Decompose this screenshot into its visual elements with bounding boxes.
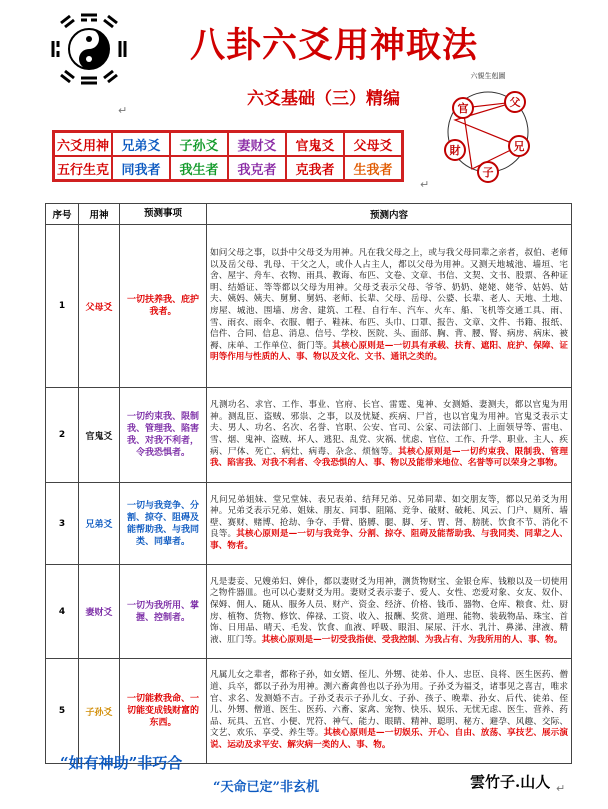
row-item: 一切能救我命、一切能变成钱财富的东西。 — [126, 694, 199, 728]
table-header-row — [46, 204, 572, 225]
row-shen: 官鬼爻 — [79, 388, 120, 483]
row-shen: 父母爻 — [79, 225, 120, 388]
return-mark: ↵ — [118, 104, 128, 117]
return-mark: ↵ — [420, 178, 430, 191]
core-principle: 其核心原则是—一切具有承载、扶育、遮阳、庇护、保障、证明等作用与性质的人、事、物以及文化、文书、通讯之类的。 — [210, 340, 568, 363]
row-no: 3 — [46, 483, 79, 565]
table-row — [46, 659, 572, 764]
six-relations-wheel — [428, 68, 548, 188]
legend-cell: 我生者 — [170, 156, 228, 180]
legend-cell: 我克者 — [228, 156, 286, 180]
legend-cell: 六爻用神 — [54, 132, 112, 156]
row-no: 1 — [46, 225, 79, 388]
table-row — [46, 225, 572, 388]
legend-cell: 克我者 — [286, 156, 344, 180]
footer-slogan-2: “天命已定”非玄机 — [213, 780, 319, 795]
col-header-shen: 用神 — [79, 204, 120, 225]
col-header-no: 序号 — [46, 204, 79, 225]
core-principle: 其核心原则是—一切受我指使、受我控制、为我占有、为我所用的人、事、物。 — [261, 634, 563, 645]
legend-cell: 同我者 — [112, 156, 170, 180]
legend-cell: 子孙爻 — [170, 132, 228, 156]
wheel-node-label: 官 — [457, 102, 469, 115]
row-content: 凡是妻妾、兄嫂弟妇、婢仆，都以妻财爻为用神，测货物财宝、金银仓库、钱粮以及一切使用之物件器皿。也可以心妻财爻为用。妻财爻表示妻子、爱人、女性、恋爱对象、女友、奴仆、保姆、佣人、随从、服务人员、财产、资金、经济、价格、钱币、器物、仓库、粮食、灶、厨房、植物、货物、修饮、俸禄、工资、收入、报酬、奖赏、道理、能物、装载物品、珠宝、首饰、日用品、晴天、毛发、饮食、血液、呼吸、眼泪、屎尿、汗水、乳汁、鼻涕、津液、精液、肛门等。其核心原则是—一切受我指使、受我控制、为我占有、为我所用的人、事、物。 — [207, 565, 572, 659]
row-shen: 兄弟爻 — [79, 483, 120, 565]
page-title: 八卦六爻用神取法 — [190, 25, 479, 66]
row-content: 凡属儿女之辈者，都称子孙，如女婿、侄儿、外甥、徒弟、仆人、忠臣、良将、医生医药、僧道、兵卒，都以子孙为用神。测六畜禽兽也以子孙为用。子孙爻为福爻，诸事见之喜吉，唯求官、求名、发测婚不吉。子孙爻表示子孙儿女、子孙、孩子、晚辈、孙女、后代、徒弟、侄儿、外甥、僧道、医生、医药、六畜、家禽、宠物、快乐、娱乐、无忧无虑、医生、营养、药品、玩具、五官、小便、咒符、神气、能力、眼睛、精神、聪明、秘方、避孕、风趣、交际、文艺、欢乐、享受、养生等。其核心原则是—一切娱乐、开心、自由、放荡、享技艺、展示演说、运动及求平安、解灾病一类的人、事、物。 — [207, 659, 572, 764]
yongshen-table — [45, 203, 572, 764]
wheel-node-label: 子 — [482, 166, 494, 179]
legend-cell: 妻财爻 — [228, 132, 286, 156]
row-no: 5 — [46, 659, 79, 764]
row-content: 凡问兄弟姐妹、堂兄堂妹、表兄表弟、结拜兄弟、兄弟同辈、如交朋友等，都以兄弟爻为用神。兄弟爻表示兄弟、姐妹、朋友、同事、阻隔、竞争、破财、破耗、风云、门户、厕所、墙壁、赛财、赌博、抢劫、争夺、手臂、胳膊、腿、脚、牙、胃、肾、膀胱、饮食不节、消化不良等。其核心原则是—一切与我竞争、分割、掠夺、阻碍及能帮助我、与我同类、同辈之人、事、物者。 — [207, 483, 572, 565]
legend-cell: 父母爻 — [344, 132, 402, 156]
row-item: 一切为我所用、掌握、控制者。 — [126, 600, 199, 623]
col-header-item: 预测事项 — [120, 204, 207, 225]
relations-legend — [52, 130, 404, 182]
legend-cell: 官鬼爻 — [286, 132, 344, 156]
page-subtitle: 六爻基础（三）精编 — [247, 89, 400, 109]
wheel-node-label: 父 — [509, 96, 521, 109]
author-signature: 雲竹子.山人 — [470, 773, 551, 791]
row-shen: 子孙爻 — [79, 659, 120, 764]
legend-cell: 兄弟爻 — [112, 132, 170, 156]
core-principle: 其核心原则是—一切与我竞争、分割、掠夺、阻碍及能帮助我、与我同类、同辈之人、事、物者。 — [210, 529, 568, 551]
legend-cell: 五行生克 — [54, 156, 112, 180]
row-no: 2 — [46, 388, 79, 483]
table-row — [46, 388, 572, 483]
wheel-node-label: 兄 — [513, 140, 525, 153]
core-principle: 其核心原则是—一切约束我、限制我、管理我、陷害我、对我不利者、令我恐惧的人、事、物以及能带来地位、名誉等可以荣身之事物。 — [210, 446, 568, 469]
footer-slogan-1: “如有神助”非巧合 — [60, 754, 183, 772]
row-no: 4 — [46, 565, 79, 659]
row-item: 一切扶养我、庇护我者。 — [126, 295, 199, 317]
row-shen: 妻财爻 — [79, 565, 120, 659]
return-mark: ↵ — [556, 782, 566, 795]
legend-cell: 生我者 — [344, 156, 402, 180]
wheel-title: 六親生剋圖 — [470, 72, 506, 80]
table-row — [46, 565, 572, 659]
table-row — [46, 483, 572, 565]
row-content: 凡测功名、求官、工作、事业、官府、长官、雷霆、鬼神、女测婚、妻测夫，都以官鬼为用神。测乱臣、盗贼、邪祟、之事，以及忧疑、疾病、尸首，也以官鬼为用神。官鬼爻表示丈夫、男人、功名、名次、名誉、官职、公安、官司、公家、司法部门、上面领导等、雷电、雪、烟、鬼神、盗贼、坏人、逃犯、乱党、灾祸、忧虑、官位、工作、升学、职业、主人、疾病、尸体、死亡、病灶、病毒、杂念、烦恼等。其核心原则是—一切约束我、限制我、管理我、陷害我、对我不利者、令我恐惧的人、事、物以及能带来地位、名誉等可以荣身之事物。 — [207, 388, 572, 483]
row-item: 一切约束我、限制我、管理我、陷害我、对我不利者，令我恐惧者。 — [126, 412, 199, 458]
row-item: 一切与我竞争、分割、掠夺、阻碍及能帮助我、与我同类、同辈者。 — [126, 500, 199, 547]
col-header-content: 预测内容 — [207, 204, 572, 225]
bagua-taiji-logo — [48, 10, 130, 88]
wheel-node-label: 財 — [449, 144, 461, 157]
core-principle: 其核心原则是—一切娱乐、开心、自由、放荡、享技艺、展示演说、运动及求平安、解灾病一类的人、事、物。 — [210, 728, 568, 750]
row-content: 如问父母之事，以卦中父母爻为用神。凡在我父母之上，或与我父母同辈之亲者，叔伯、老师以及岳父母、乳母、干父之人，或仆人占主人，都以父母为用神。又测天地城池、墙垣、宅舍、屋宇、舟车、衣物、雨具、教诲、布匹、文卷、文章、书信、文契、文书、股票、各种证明、结婚证、等等都以父母为用神。父母爻表示父母、爷爷、奶奶、姥姥、姥爷、姑妈、姑夫、姨妈、姨夫、舅舅、舅妈、老师、长辈、父母、岳母、公婆、长辈、老人、天地、土地、房屋、城池、围墙、房舍、建筑、工程、自行车、汽车、火车、船、飞机等交通工具、雨、雪、雨衣、雨伞、衣服、帽子、鞋袜、布匹、头巾、口罩、报告、文章、文件、书籍、报纸、信件、合同、信息、消息、信号、学校、医院、头、面部、胸、背、腰、腎、病房、病床、被褥、床单、工作单位、衙门等。其核心原则是—一切具有承载、扶育、遮阳、庇护、保障、证明等作用与性质的人、事、物以及文化、文书、通讯之类的。 — [207, 225, 572, 388]
taiji-icon — [69, 29, 109, 69]
